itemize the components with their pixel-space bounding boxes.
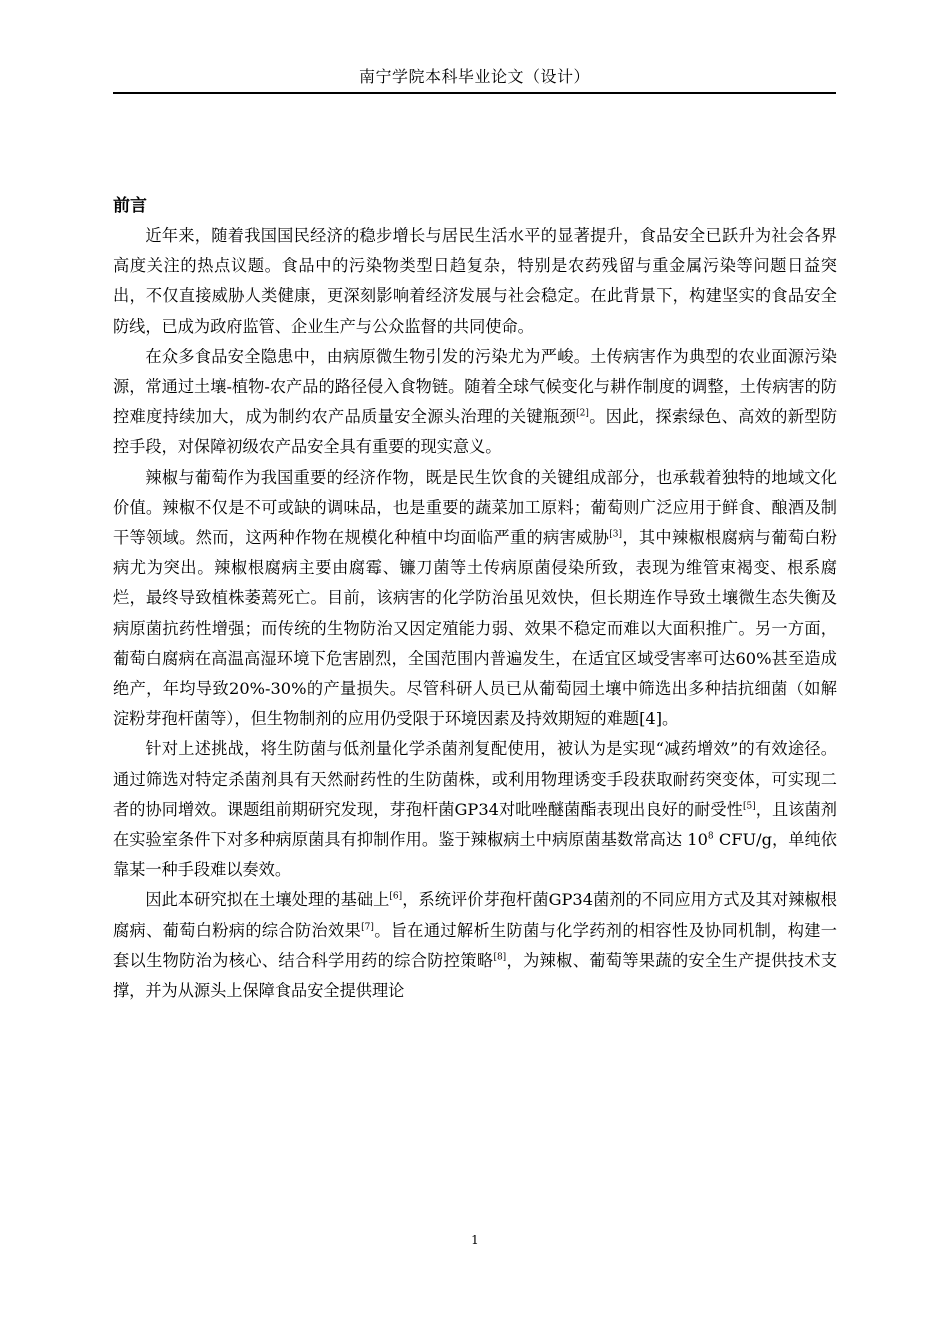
citation-superscript: [3]	[609, 529, 622, 540]
section-title: 前言	[113, 196, 147, 216]
paragraph-5-text-1: 因此本研究拟在土壤处理的基础上	[145, 890, 390, 910]
paragraph-3-text-2: ，其中辣椒根腐病与葡萄白粉病尤为突出。辣椒根腐病主要由腐霉、镰刀菌等土传病原菌侵染所致，表现为维管束褐变、根系腐烂，最终导致植株萎蔫死亡。目前，该病害的化学防治虽见效快，但长期连作导致土壤微生态失衡及病原菌抗药性增强；而传统的生物防治又因定殖能力弱、效果不稳定而难以大面积推广。另一方面，葡萄白腐病在高温高湿环境下危害剧烈，全国范围内普遍发生，在适宜区域受害率可达60%甚至造成绝产，年均导致20%-30%的产量损失。尽管科研人员已从葡萄园土壤中筛选出多种拮抗细菌（如解淀粉芽孢杆菌等），但生物制剂的应用仍受限于环境因素及持效期短的难题[4]。	[113, 528, 837, 729]
paragraph-2-text-1: 在众多食品安全隐患中，由病原微生物引发的污染尤为严峻。土传病害作为典型的农业面源污染源，常通过土壤-植物-农产品的路径侵入食物链。随着全球气候变化与耕作制度的调整，土传病害的防控难度持续加大，成为制约农产品质量安全源头治理的关键瓶颈	[113, 346, 837, 427]
page-header	[113, 62, 836, 94]
paragraph-5-text-2: ，系统评价芽孢杆菌GP34菌剂的不同应用方式及其对辣椒根腐病、葡萄白粉病的综合防治效果	[113, 890, 837, 940]
paragraph-5	[113, 885, 837, 1006]
paragraph-2-text-2: 。因此，探索绿色、高效的新型防控手段，对保障初级农产品安全具有重要的现实意义。	[113, 407, 838, 457]
header-title: 南宁学院本科毕业论文（设计）	[358, 67, 590, 86]
paragraph-1	[113, 221, 837, 342]
paragraph-4-text-3: CFU/g，单纯依靠某一种手段难以奏效。	[113, 830, 837, 880]
paragraph-4-text-1: 针对上述挑战，将生防菌与低剂量化学杀菌剂复配使用，被认为是实现“减药增效”的有效途径。通过筛选对特定杀菌剂具有天然耐药性的生防菌株，或利用物理诱变手段获取耐药突变体，可实现二者的协同增效。课题组前期研究发现，芽孢杆菌GP34对吡唑醚菌酯表现出良好的耐受性	[113, 739, 837, 819]
citation-superscript: [6]	[389, 892, 403, 903]
paragraph-3-text-1: 辣椒与葡萄作为我国重要的经济作物，既是民生饮食的关键组成部分，也承载着独特的地域文化价值。辣椒不仅是不可或缺的调味品，也是重要的蔬菜加工原料；葡萄则广泛应用于鲜食、酿酒及制干等领域。然而，这两种作物在规模化种植中均面临严重的病害威胁	[113, 467, 837, 548]
paragraph-4	[113, 734, 837, 885]
citation-superscript: [7]	[361, 922, 374, 933]
citation-superscript: [5]	[742, 801, 756, 812]
page-number: 1	[471, 1233, 479, 1247]
paragraph-2	[113, 342, 837, 463]
citation-superscript: [2]	[576, 408, 589, 419]
exponent-superscript: 8	[707, 831, 714, 842]
citation-superscript: [8]	[493, 952, 507, 963]
paragraph-3	[113, 463, 837, 735]
paragraph-1-text-1: 近年来，随着我国国民经济的稳步增长与居民生活水平的显著提升，食品安全已跃升为社会各界高度关注的热点议题。食品中的污染物类型日趋复杂，特别是农药残留与重金属污染等问题日益突出，不仅直接威胁人类健康，更深刻影响着经济发展与社会稳定。在此背景下，构建坚实的食品安全防线，已成为政府监管、企业生产与公众监督的共同使命。	[113, 226, 837, 336]
main-content	[113, 191, 837, 1006]
paragraph-5-text-3: 。旨在通过解析生防菌与化学药剂的相容性及协同机制，构建一套以生物防治为核心、结合科学用药的综合防控策略	[113, 920, 837, 970]
paragraph-4-text-2: ，且该菌剂在实验室条件下对多种病原菌具有抑制作用。鉴于辣椒病土中病原菌基数常高达 10	[113, 799, 837, 850]
paragraph-5-text-4: ，为辣椒、葡萄等果蔬的安全生产提供技术支撑，并为从源头上保障食品安全提供理论	[113, 950, 837, 1001]
